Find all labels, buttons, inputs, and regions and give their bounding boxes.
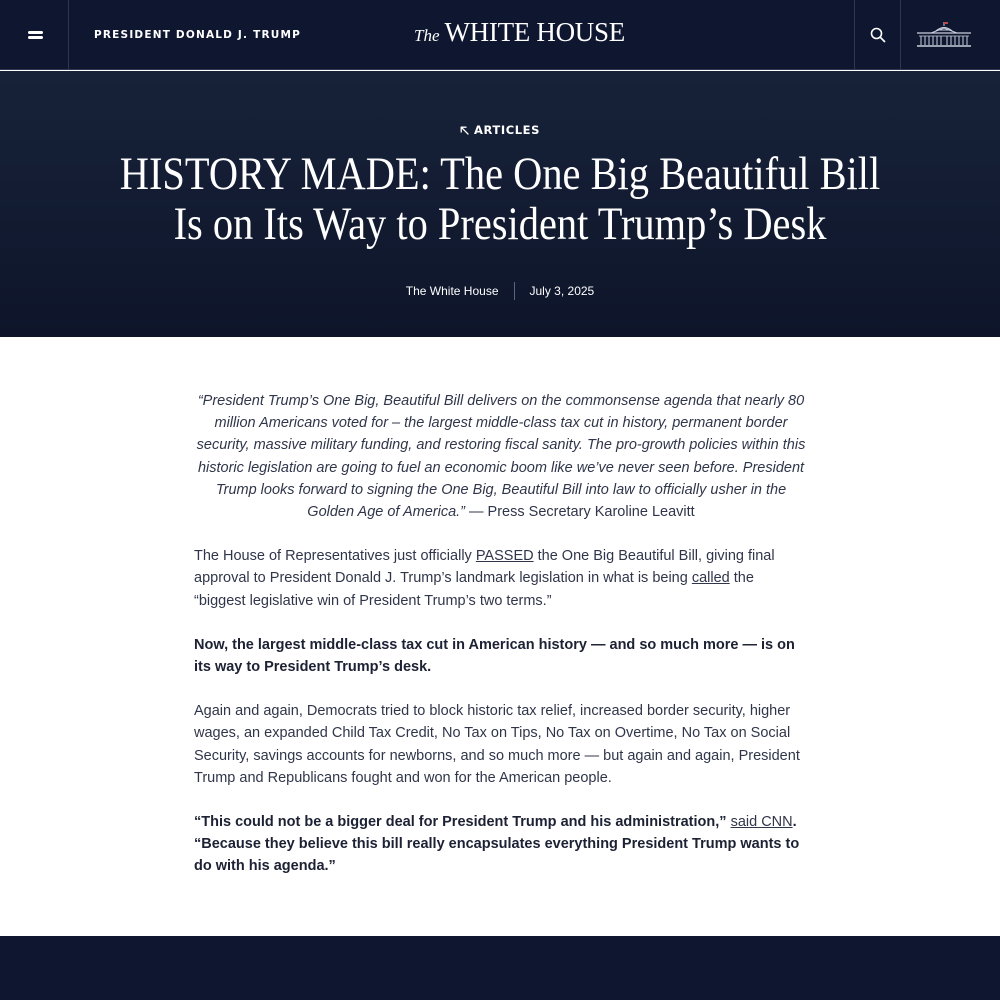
period: .: [792, 814, 797, 831]
article-body: [194, 390, 808, 900]
passed-link[interactable]: PASSED: [475, 548, 534, 565]
site-header: [0, 0, 1000, 70]
page-title-line-2: Is on Its Way to President Trump’s Desk: [173, 198, 827, 250]
category-label: [0, 123, 1000, 137]
page-title: [70, 149, 930, 249]
cnn-quote-part-1: “This could not be a bigger deal for President Trump and his administration,”: [194, 814, 727, 831]
meta-divider: [514, 282, 515, 300]
quote-text: “President Trump’s One Big, Beautiful Bill delivers on the commonsense agenda that nearly 80 million Americans voted for – the largest middle-class tax cut in history, permanent border security, massive military funding, and restoring fiscal sanity. The pro-growth policies within this historic legislation are going to fuel an economic boom like we’ve never seen before. President Trump looks forward to signing the One Big, Beautiful Bill into law to officially usher in the Golden Age of America.”: [196, 393, 806, 521]
paragraph-cnn-quote: [194, 811, 808, 878]
quote-attribution: — Press Secretary Karoline Leavitt: [465, 504, 695, 521]
arrow-up-left-icon: [460, 126, 469, 135]
paragraph-democrats: Again and again, Democrats tried to block historic tax relief, increased border security, higher wages, an expanded Child Tax Credit, No Tax on Tips, No Tax on Overtime, No Tax on Social Security, savings accounts for newborns, and so much more — but again and again, President Trump and Republicans fought and won for the American people.: [194, 703, 800, 786]
paragraph-tax-cut: Now, the largest middle-class tax cut in American history — and so much more — is on its way to President Trump’s desk.: [194, 636, 795, 676]
cnn-quote-part-2: “Because they believe this bill really encapsulates everything President Trump wants to do with his agenda.”: [194, 836, 800, 875]
paragraph-text: the “biggest legislative win of President Trump’s two terms.”: [194, 570, 754, 609]
category-link[interactable]: [460, 123, 540, 137]
menu-button[interactable]: [0, 0, 69, 70]
category-text: ARTICLES: [473, 123, 541, 137]
site-logo[interactable]: [414, 17, 625, 48]
site-footer: [0, 936, 1000, 1000]
article-meta: [0, 282, 1000, 300]
paragraph-house-passed: [194, 545, 808, 612]
white-house-building-icon: [916, 22, 972, 48]
hamburger-menu-icon: [28, 31, 43, 34]
page-title-line-1: HISTORY MADE: The One Big Beautiful Bill: [119, 148, 881, 200]
logo-the: The: [414, 26, 440, 45]
search-icon: [870, 27, 886, 43]
president-link[interactable]: PRESIDENT DONALD J. TRUMP: [94, 29, 302, 41]
article-author: The White House: [405, 284, 499, 298]
hamburger-menu-icon-bar: [28, 36, 43, 39]
search-button[interactable]: [854, 0, 901, 70]
press-secretary-quote: [194, 390, 808, 523]
paragraph-text: the One Big Beautiful Bill, giving final approval to President Donald J. Trump’s landmark legislation in what is being: [194, 548, 775, 587]
article-hero: [0, 71, 1000, 337]
paragraph-text: The House of Representatives just officially: [194, 548, 476, 565]
cnn-link[interactable]: said CNN: [730, 814, 793, 831]
logo-name: WHITE HOUSE: [444, 17, 625, 47]
called-link[interactable]: called: [691, 570, 730, 587]
article-date: July 3, 2025: [529, 284, 595, 298]
